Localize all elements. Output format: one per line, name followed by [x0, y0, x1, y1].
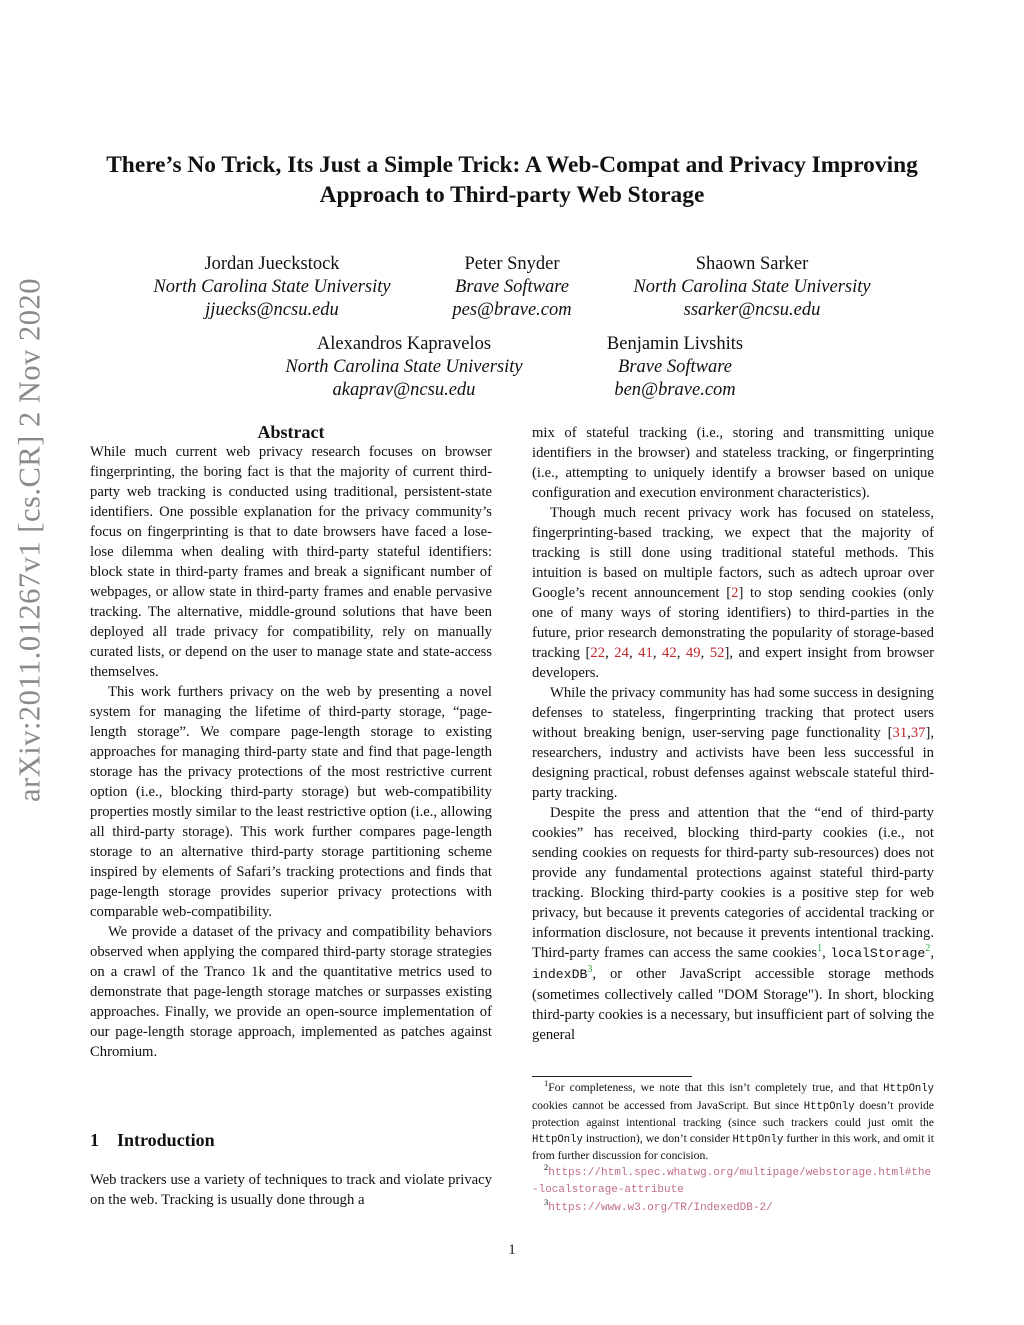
section-title: Introduction [117, 1130, 215, 1150]
footnote-url-link[interactable]: https://html.spec.whatwg.org/multipage/webstorage.html#the-localstorage-attribute [532, 1166, 932, 1196]
text-run: Despite the press and attention that the “end of third-party cookies” has received, blocking third-party cookies (i.e., not sending cookies on requests for third-party sub-resources) does not provide any fundamental protections against stateful third-party tracking. Blocking third-party cookies is a positive step for web privacy, but because it prevents categories of accidental tracking or information disclosure, not because it prevents intentional tracking. Third-party frames can access the same cookies [532, 805, 934, 961]
body-paragraph: Though much recent privacy work has focused on stateless, fingerprinting-based tracking, we expect that the majority of tracking is still done using traditional stateful methods. This intuition is based on multiple factors, such as adtech uproar over Google’s recent announcement [2] to stop sending cookies (only one of many ways of storing identifiers) to third-parties in the future, prior research demonstrating the popularity of storage-based tracking [22, 24, 41, 42, 49, 52], and expert insight from browser developers. [532, 505, 934, 681]
citation-link[interactable]: 41 [638, 645, 653, 661]
text-run: ] to stop sending cookies (only one of many ways of storing identifiers) to third-parties in the future, prior research demonstrating the popularity of storage-based tracking [ [532, 585, 934, 661]
introduction-body [90, 1170, 492, 1210]
text-run: , or other JavaScript accessible storage methods (sometimes collectively called "DOM Storage"). In short, blocking third-party cookies is a necessary, but insufficient part of solving the general [532, 966, 934, 1043]
text-run: ], researchers, industry and activists have been less successful in designing practical, robust defenses against webscale stateful third-party tracking. [532, 725, 934, 801]
author-affiliation: Brave Software [618, 357, 732, 377]
code-httponly: HttpOnly [803, 1100, 855, 1113]
footnote-mark: 1 [544, 1078, 549, 1089]
arxiv-sidebar [10, 140, 50, 940]
footnotes [532, 1080, 934, 1216]
code-httponly: HttpOnly [883, 1083, 934, 1095]
abstract-heading: Abstract [257, 422, 325, 442]
paper-title: There’s No Trick, Its Just a Simple Trick: A Web-Compat and Privacy Improving Approach to Third-party Web Storage [106, 152, 918, 208]
code-localstorage: localStorage [830, 946, 926, 961]
text-run: cookies cannot be accessed from JavaScript. But since [532, 1098, 804, 1112]
text-run: ], and expert insight from browser developers. [532, 645, 934, 681]
text-run: For completeness, we note that this isn’t completely true, and that [548, 1081, 884, 1094]
footnote-mark: 2 [544, 1161, 549, 1172]
body-paragraph [532, 803, 934, 1045]
footnote-ref[interactable]: 1 [817, 943, 823, 955]
footnote-rule [532, 1076, 692, 1077]
citation-link[interactable]: 2 [731, 585, 739, 601]
citation-link[interactable]: 37 [910, 725, 926, 741]
arxiv-identifier: arXiv:2011.01267v1 [cs.CR] 2 Nov 2020 [12, 278, 47, 802]
footnote-ref[interactable]: 3 [587, 964, 593, 976]
text-run: , [930, 945, 934, 961]
footnote-ref[interactable]: 2 [925, 943, 931, 955]
code-httponly: HttpOnly [532, 1133, 583, 1146]
footnote-3 [532, 1196, 934, 1217]
abstract-paragraph: This work furthers privacy on the web by presenting a novel system for managing the lifetime of third-party storage, “page-length storage”. We compare page-length storage to existing approaches for managing third-party state and find that page-length storage has the privacy protections of the most restrictive current option (i.e., blocking third-party storage) but web-compatibility properties mostly similar to the least restrictive option (i.e., allowing all third-party storage). This work further compares page-length storage to an alternative third-party storage partitioning scheme inspired by elements of Safari’s tracking protections and finds that page-length storage provides superior privacy protections with comparable web-compatibility. [90, 684, 492, 920]
citation-link[interactable]: 22 [590, 645, 606, 661]
body-paragraph: mix of stateful tracking (i.e., storing and transmitting unique identifiers in the browser) and stateless tracking, or fingerprinting (i.e., attempting to uniquely identify a browser based on unique configuration and execution environment characteristics). [532, 425, 934, 501]
section-number: 1 [90, 1130, 99, 1150]
text-run: , [822, 945, 831, 961]
author-email: pes@brave.com [452, 300, 572, 320]
author-name: Peter Snyder [464, 254, 560, 274]
footnote-url-link[interactable]: https://www.w3.org/TR/IndexedDB-2/ [548, 1201, 773, 1214]
author-email: ssarker@ncsu.edu [683, 300, 821, 320]
section-heading-introduction [90, 1130, 215, 1151]
citation-link[interactable]: 31 [892, 725, 908, 741]
author-block-3 [610, 253, 894, 322]
author-affiliation: North Carolina State University [285, 357, 523, 377]
code-indexdb: indexDB [532, 967, 588, 982]
author-name: Jordan Jueckstock [204, 254, 340, 274]
body-paragraph: Web trackers use a variety of techniques to track and violate privacy on the web. Tracking is usually done through a [90, 1172, 492, 1208]
author-affiliation: Brave Software [455, 277, 569, 297]
right-column-body [532, 423, 934, 1045]
code-httponly: HttpOnly [732, 1133, 784, 1146]
text-run: Though much recent privacy work has focused on stateless, fingerprinting-based tracking, we expect that the majority of tracking is still done using traditional stateful methods. This intuition is based on multiple factors, such as adtech uproar over Google’s recent announcement [ [532, 505, 934, 601]
text-run: While the privacy community has had some success in designing defenses to stateless, fingerprinting tracking that protect users without breaking benign, user-serving page functionality [ [532, 685, 934, 741]
abstract-body [90, 442, 492, 1062]
abstract-paragraph: While much current web privacy research focuses on browser fingerprinting, the boring fact is that the majority of current third-party web tracking is conducted using traditional, persistent-state identifiers. One possible explanation for the privacy community’s focus on fingerprinting is that to date browsers have faced a lose-lose dilemma when dealing with third-party stateful identifiers: block state in third-party frames and break a significant number of webpages, or allow state in third-party frames and enable pervasive tracking. The alternative, middle-ground solutions that have been deployed all trade privacy for compatibility, rely on manually curated lists, or depend on the user to manage state and state-access themselves. [90, 444, 492, 680]
abstract-paragraph: We provide a dataset of the privacy and compatibility behaviors observed when applying the compared third-party storage strategies on a crawl of the Tranco 1k and the quantitative metrics used to demonstrate that page-length storage matches or surpasses existing approaches. Finally, we provide an open-source implementation of our page-length storage approach, implemented as patches against Chromium. [90, 924, 492, 1060]
citation-link[interactable]: 52 [709, 645, 725, 661]
footnote-mark: 3 [544, 1196, 549, 1207]
text-run: further in this work, and omit it from further discussion for concision. [532, 1131, 934, 1162]
author-block-4 [262, 333, 546, 402]
footnote-1 [532, 1080, 934, 1164]
citation-link[interactable]: 42 [662, 645, 677, 661]
author-affiliation: North Carolina State University [153, 277, 391, 297]
author-block-2 [412, 253, 612, 322]
author-email: jjuecks@ncsu.edu [205, 300, 339, 320]
body-paragraph: While the privacy community has had some success in designing defenses to stateless, fingerprinting tracking that protect users without breaking benign, user-serving page functionality [31,37], researchers, industry and activists have been less successful in designing practical, robust defenses against webscale stateful third-party tracking. [532, 685, 934, 801]
citation-link[interactable]: 24 [614, 645, 629, 661]
author-block-1 [130, 253, 414, 322]
text-run: instruction), we don’t consider [582, 1131, 733, 1145]
text-run: doesn’t provide protection against intentional tracking (since such trackers could just omit the [532, 1098, 934, 1129]
author-name: Benjamin Livshits [606, 334, 744, 354]
author-email: akaprav@ncsu.edu [332, 380, 476, 400]
author-block-5 [560, 333, 790, 402]
author-name: Shaown Sarker [695, 254, 809, 274]
footnote-2 [532, 1161, 934, 1199]
author-affiliation: North Carolina State University [633, 277, 871, 297]
page-number: 1 [508, 1242, 516, 1258]
author-name: Alexandros Kapravelos [316, 334, 492, 354]
citation-link[interactable]: 49 [685, 645, 701, 661]
author-email: ben@brave.com [614, 380, 736, 400]
